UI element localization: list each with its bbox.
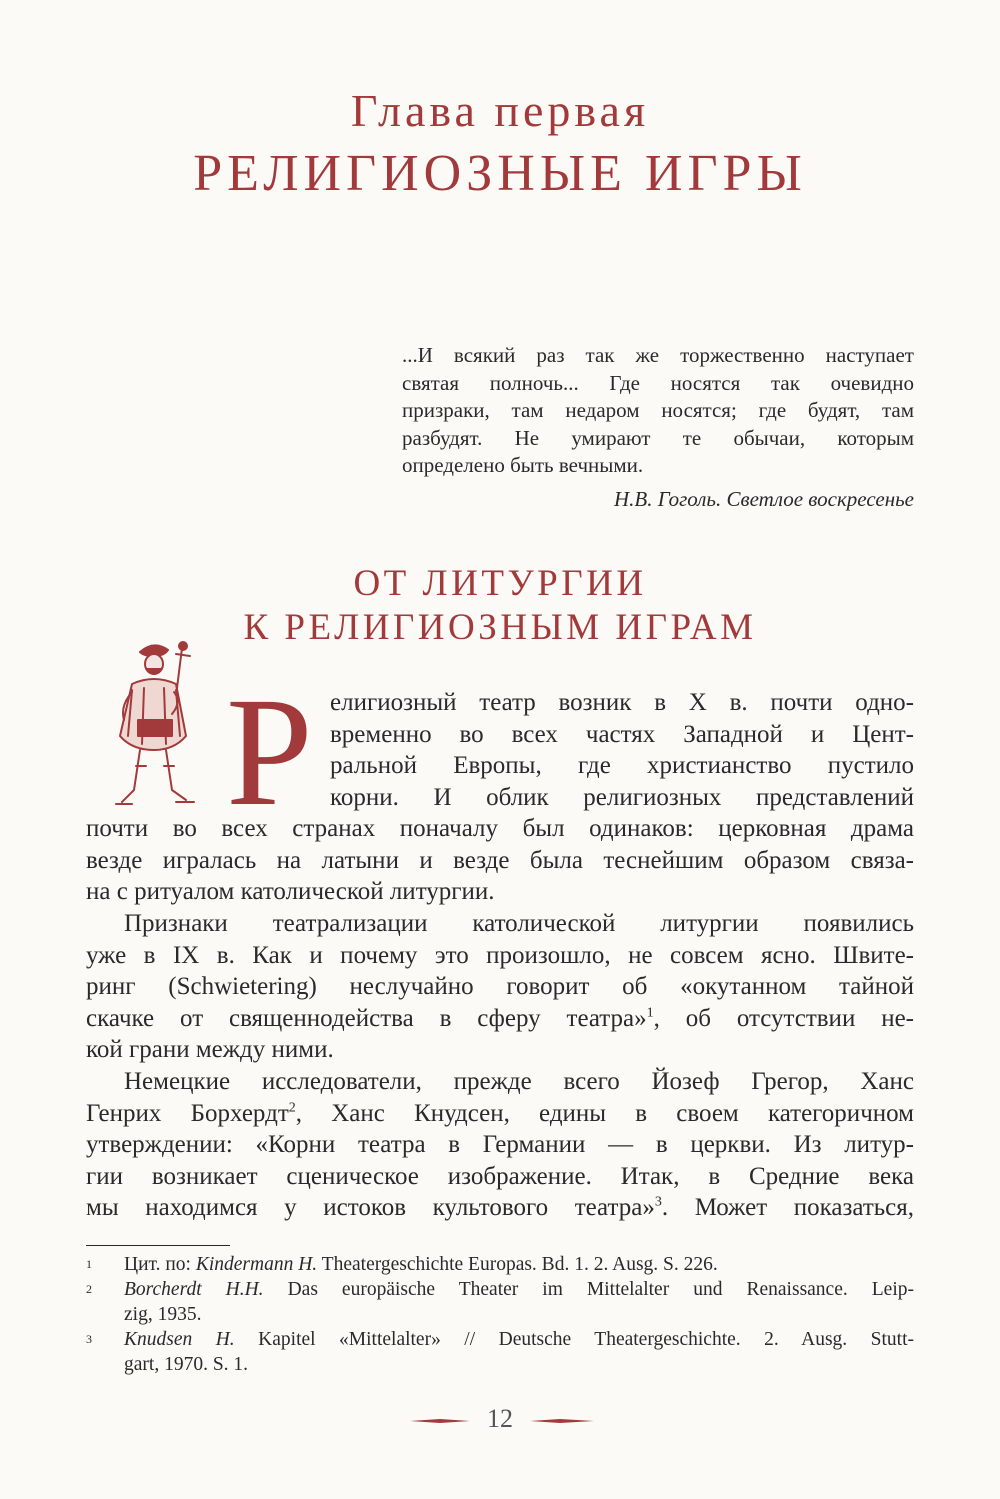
footnote bbox=[86, 1277, 914, 1327]
footnote-number: 2 bbox=[86, 1282, 92, 1296]
text-line: на с ритуалом католической литургии. bbox=[86, 878, 495, 905]
text-fragment: Das europäische Theater im Mittelalter und Renaissance. Leip- bbox=[263, 1279, 914, 1300]
page-number: 12 bbox=[487, 1404, 513, 1433]
text-line: кой грани между ними. bbox=[86, 1036, 334, 1063]
text-line: почти во всех странах поначалу был одинаков: церковная драма bbox=[86, 815, 914, 842]
chapter-label: Глава первая bbox=[350, 85, 650, 136]
epigraph-line: разбудят. Не умирают те обычаи, которым bbox=[402, 425, 914, 450]
footnote-number: 3 bbox=[86, 1332, 92, 1346]
text-line: Признаки театрализации католической литургии появились bbox=[124, 910, 914, 937]
footnote-line: gart, 1970. S. 1. bbox=[124, 1354, 249, 1375]
section-title-line: К РЕЛИГИОЗНЫМ ИГРАМ bbox=[243, 607, 757, 648]
text-line: гии возникает сценическое изображение. Итак, в Средние века bbox=[86, 1162, 914, 1190]
chapter-title: РЕЛИГИОЗНЫЕ ИГРЫ bbox=[193, 145, 807, 202]
footnote-ref: 2 bbox=[288, 1100, 296, 1116]
text-line: елигиозный театр возник в X в. почти одно- bbox=[330, 689, 914, 716]
footnotes bbox=[86, 1252, 914, 1377]
paragraph-3 bbox=[86, 1066, 914, 1224]
text-line: уже в IX в. Как и почему это произошло, не совсем ясно. Швите- bbox=[86, 941, 914, 969]
footnote-author: Kindermann H. bbox=[195, 1254, 318, 1275]
text-fragment: . Может показаться, bbox=[661, 1194, 914, 1221]
footnote-ref: 1 bbox=[646, 1005, 654, 1021]
footnote-line bbox=[124, 1327, 914, 1352]
text-line bbox=[86, 1192, 914, 1224]
text-line: утверждении: «Корни театра в Германии — в церкви. Из литур- bbox=[86, 1131, 914, 1158]
epigraph-line: призраки, там недаром носятся; где будят, там bbox=[402, 398, 914, 422]
text-fragment: скачке от священнодейства в сферу театра» bbox=[86, 1004, 647, 1032]
paragraph-2 bbox=[86, 908, 914, 1066]
footnote-line bbox=[124, 1277, 914, 1302]
text-fragment: , об отсутствии не- bbox=[653, 1004, 914, 1032]
page-footer bbox=[0, 1404, 1000, 1438]
text-line: временно во всех частях Западной и Цент- bbox=[330, 720, 914, 748]
paragraph-1 bbox=[86, 687, 914, 908]
text-fragment: Kapitel «Mittelalter» // Deutsche Theatergeschichte. 2. Ausg. Stutt- bbox=[234, 1329, 914, 1350]
section-title bbox=[0, 562, 1000, 650]
text-line: корни. И облик религиозных представлений bbox=[330, 783, 914, 811]
text-line: везде игралась на латыни и везде была теснейшим образом связа- bbox=[86, 846, 914, 874]
text-line bbox=[86, 1098, 914, 1130]
text-fragment: мы находимся у истоков культового театра» bbox=[86, 1194, 655, 1221]
footnote-author: Borcherdt H.H. bbox=[124, 1279, 264, 1300]
text-line: Немецкие исследователи, прежде всего Йозеф Грегор, Ханс bbox=[124, 1068, 914, 1095]
epigraph-attribution: Н.В. Гоголь. Светлое воскресенье bbox=[614, 487, 914, 511]
epigraph bbox=[402, 342, 914, 480]
text-fragment: , Ханс Кнудсен, едины в своем категоричном bbox=[295, 1099, 914, 1127]
footnote-line: zig, 1935. bbox=[124, 1304, 202, 1325]
footnote-author: Knudsen H. bbox=[124, 1329, 235, 1350]
footnote-ref: 3 bbox=[654, 1194, 662, 1210]
footnote-line bbox=[124, 1252, 914, 1277]
footnote bbox=[86, 1252, 914, 1277]
text-fragment: Цит. по: bbox=[124, 1254, 196, 1275]
footnote-number: 1 bbox=[86, 1257, 92, 1271]
text-fragment: Theatergeschichte Europas. Bd. 1. 2. Ausg. S. 226. bbox=[317, 1254, 718, 1275]
text-line: ринг (Schwietering) неслучайно говорит об «окутанном тайной bbox=[86, 973, 914, 1000]
text-line: ральной Европы, где христианство пустило bbox=[330, 752, 914, 779]
text-fragment: Генрих Борхердт bbox=[86, 1099, 289, 1127]
epigraph-line: определено быть вечными. bbox=[402, 453, 644, 477]
epigraph-line: святая полночь... Где носятся так очевидно bbox=[402, 370, 914, 395]
footnote bbox=[86, 1327, 914, 1377]
section-title-line: ОТ ЛИТУРГИИ bbox=[353, 563, 647, 604]
text-line bbox=[86, 1003, 914, 1035]
footnote-separator bbox=[86, 1245, 230, 1246]
epigraph-line: ...И всякий раз так же торжественно наступает bbox=[402, 343, 914, 367]
drop-cap: Р bbox=[226, 665, 313, 838]
